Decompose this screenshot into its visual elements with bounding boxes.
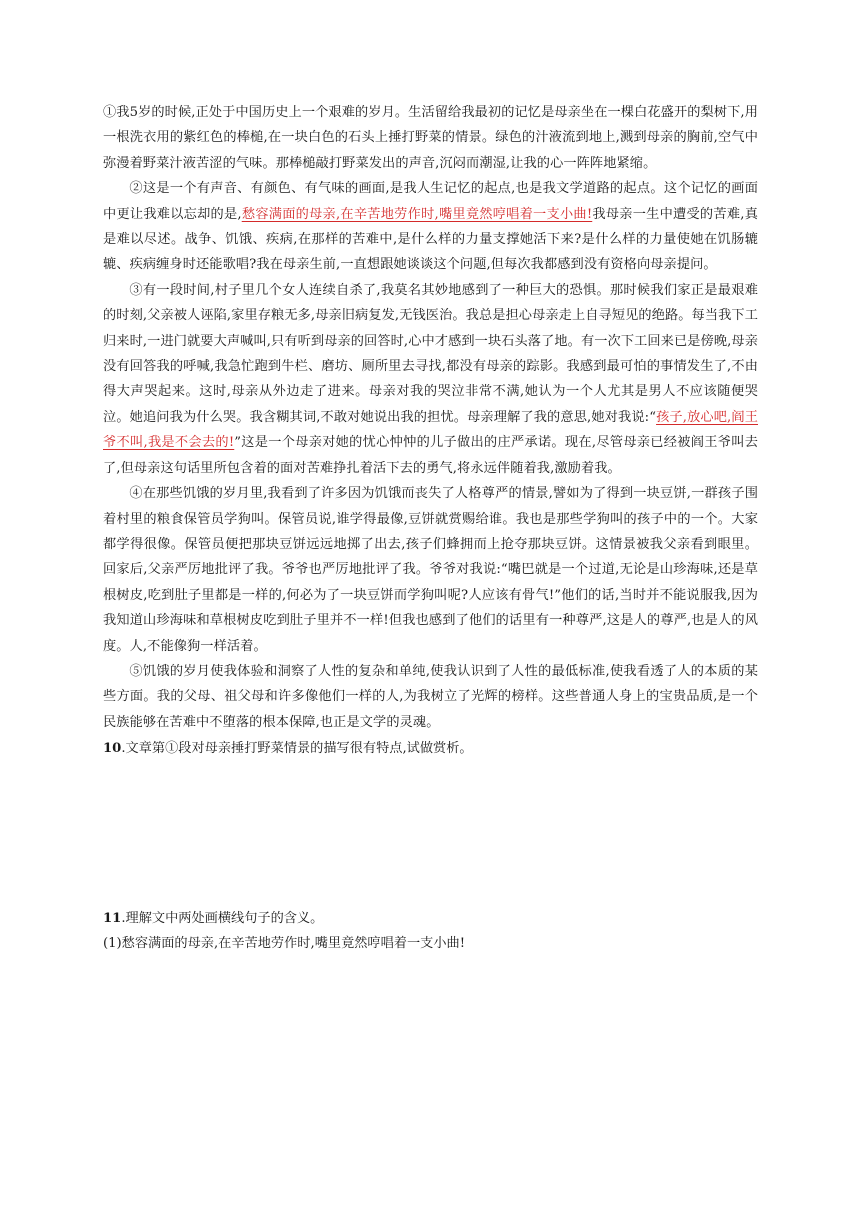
passage-paragraph-2 (103, 176, 758, 278)
passage-paragraph-4 (103, 481, 758, 659)
passage-paragraph-5 (103, 659, 758, 735)
question-10-number: 10 (103, 741, 122, 757)
question-11-subquestion-1 (103, 931, 758, 956)
underlined-sentence-2: 孩子,放心吧,阎王爷不叫,我是不会去的! (103, 409, 758, 451)
paragraph-4-text: ④在那些饥饿的岁月里,我看到了许多因为饥饿而丧失了人格尊严的情景,譬如为了得到一块豆饼,一群孩子围着村里的粮食保管员学狗叫。保管员说,谁学得最像,豆饼就赏赐给谁。我也是那些学狗叫的孩子中的一个。大家都学得很像。保管员便把那块豆饼远远地掷了出去,孩子们蜂拥而上抢夺那块豆饼。这情景被我父亲看到眼里。回家后,父亲严厉地批评了我。爷爷也严厉地批评了我。爷爷对我说:“嘴巴就是一个过道,无论是山珍海味,还是草根树皮,吃到肚子里都是一样的,何必为了一块豆饼而学狗叫呢?人应该有骨气!”他们的话,当时并不能说服我,因为我知道山珍海味和草根树皮吃到肚子里并不一样!但我也感到了他们的话里有一种尊严,这是人的尊严,也是人的风度。人,不能像狗一样活着。 (103, 486, 758, 654)
question-10 (103, 736, 758, 761)
document-page (103, 100, 758, 952)
question-11-block (103, 906, 758, 957)
question-11-number: 11 (103, 911, 122, 926)
question-11 (103, 906, 758, 931)
question-10-text: .文章第①段对母亲捶打野菜情景的描写很有特点,试做赏析。 (121, 741, 473, 757)
paragraph-2-text-before: ②这是一个有声音、有颜色、有气味的画面,是我人生记忆的起点,也是我文学道路的起点。这个记忆的画面中更让我难以忘却的是, (103, 181, 758, 222)
paragraph-1-text: ①我5岁的时候,正处于中国历史上一个艰难的岁月。生活留给我最初的记忆是母亲坐在一棵白花盛开的梨树下,用一根洗衣用的紫红色的棒槌,在一块白色的石头上捶打野菜的情景。绿色的汁液流到地上,溅到母亲的胸前,空气中弥漫着野菜汁液苦涩的气味。那棒槌敲打野菜发出的声音,沉闷而潮湿,让我的心一阵阵地紧缩。 (103, 105, 758, 171)
paragraph-3-text-before: ③有一段时间,村子里几个女人连续自杀了,我莫名其妙地感到了一种巨大的恐惧。那时候我们家正是最艰难的时刻,父亲被人诬陷,家里存粮无多,母亲旧病复发,无钱医治。我总是担心母亲走上自寻短见的绝路。每当我下工归来时,一进门就要大声喊叫,只有听到母亲的回答时,心中才感到一块石头落了地。有一次下工回来已是傍晚,母亲没有回答我的呼喊,我急忙跑到牛栏、磨坊、厕所里去寻找,都没有母亲的踪影。我感到最可怕的事情发生了,不由得大声哭起来。这时,母亲从外边走了进来。母亲对我的哭泣非常不满,她认为一个人尤其是男人不应该随便哭泣。她追问我为什么哭。我含糊其词,不敢对她说出我的担忧。母亲理解了我的意思,她对我说:“ (103, 282, 758, 425)
paragraph-3-text-after: ”这是一个母亲对她的忧心忡忡的儿子做出的庄严承诺。现在,尽管母亲已经被阎王爷叫去了,但母亲这句话里所包含着的面对苦难挣扎着活下去的勇气,将永远伴随着我,激励着我。 (103, 435, 758, 476)
underlined-sentence-1: 愁容满面的母亲,在辛苦地劳作时,嘴里竟然哼唱着一支小曲! (241, 206, 593, 222)
question-11-subquestion-1-text: (1)愁容满面的母亲,在辛苦地劳作时,嘴里竟然哼唱着一支小曲! (103, 936, 466, 952)
passage-paragraph-1 (103, 100, 758, 176)
paragraph-5-text: ⑤饥饿的岁月使我体验和洞察了人性的复杂和单纯,使我认识到了人性的最低标准,使我看透了人的本质的某些方面。我的父母、祖父母和许多像他们一样的人,为我树立了光辉的榜样。这些普通人身上的宝贵品质,是一个民族能够在苦难中不堕落的根本保障,也正是文学的灵魂。 (103, 663, 758, 730)
passage-paragraph-3 (103, 278, 758, 481)
paragraph-2-text-after: 我母亲一生中遭受的苦难,真是难以尽述。战争、饥饿、疾病,在那样的苦难中,是什么样的力量支撑她活下来?是什么样的力量使她在饥肠辘辘、疾病缠身时还能歌唱?我在母亲生前,一直想跟她谈谈这个问题,但每次我都感到没有资格向母亲提问。 (103, 206, 758, 273)
question-11-text: .理解文中两处画横线句子的含义。 (121, 911, 324, 926)
